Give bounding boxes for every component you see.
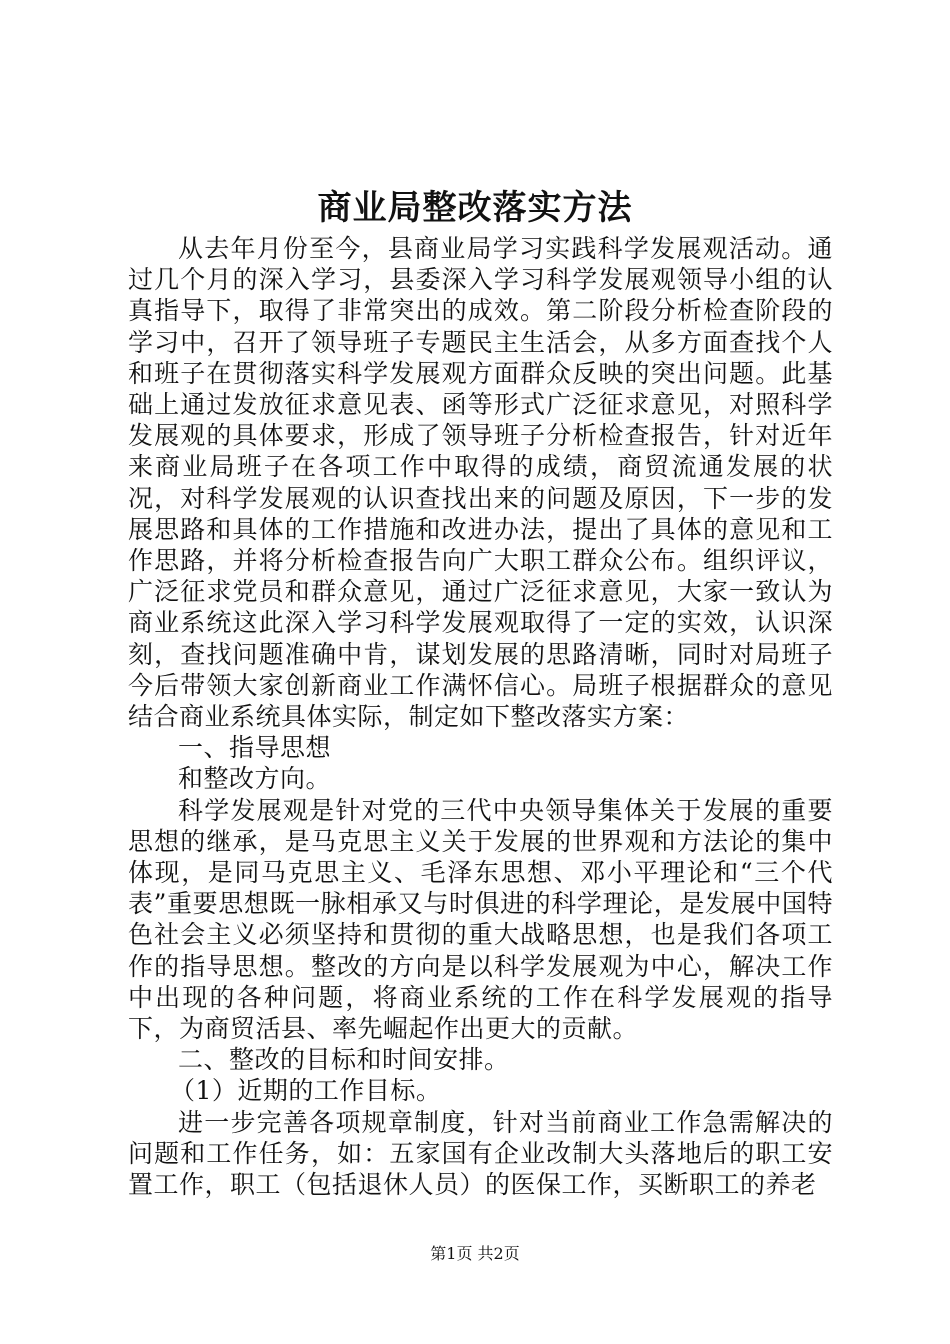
page-footer: 第1页 共2页 bbox=[430, 1244, 520, 1263]
near-term-goals-paragraph: 进一步完善各项规章制度，针对当前商业工作急需解决的问题和工作任务，如：五家国有企业改制大头落地后的职工安置工作，职工（包括退休人员）的医保工作，买断职工的养老 bbox=[128, 1107, 833, 1200]
section-heading-goals: 二、整改的目标和时间安排。 bbox=[178, 1045, 510, 1075]
section-heading-guiding-thought: 一、指导思想 bbox=[178, 733, 332, 763]
guiding-thought-paragraph: 科学发展观是针对党的三代中央领导集体关于发展的重要思想的继承，是马克思主义关于发展的世界观和方法论的集中体现，是同马克思主义、毛泽东思想、邓小平理论和“三个代表”重要思想既一脉相承又与时俱进的科学理论，是发展中国特色社会主义必须坚持和贯彻的重大战略思想，也是我们各项工作的指导思想。整改的方向是以科学发展观为中心，解决工作中出现的各种问题，将商业系统的工作在科学发展观的指导下，为商贸活县、率先崛起作出更大的贡献。 bbox=[128, 795, 833, 1044]
intro-paragraph: 从去年月份至今，县商业局学习实践科学发展观活动。通过几个月的深入学习，县委深入学习科学发展观领导小组的认真指导下，取得了非常突出的成效。第二阶段分析检查阶段的学习中，召开了领导班子专题民主生活会，从多方面查找个人和班子在贯彻落实科学发展观方面群众反映的突出问题。此基础上通过发放征求意见表、函等形式广泛征求意见，对照科学发展观的具体要求，形成了领导班子分析检查报告，针对近年来商业局班子在各项工作中取得的成绩，商贸流通发展的状况，对科学发展观的认识查找出来的问题及原因，下一步的发展思路和具体的工作措施和改进办法，提出了具体的意见和工作思路，并将分析检查报告向广大职工群众公布。组织评议，广泛征求党员和群众意见，通过广泛征求意见，大家一致认为商业系统这此深入学习科学发展观取得了一定的实效，认识深刻，查找问题准确中肯，谋划发展的思路清晰，同时对局班子今后带领大家创新商业工作满怀信心。局班子根据群众的意见结合商业系统具体实际，制定如下整改落实方案： bbox=[128, 234, 833, 732]
document-title: 商业局整改落实方法 bbox=[317, 188, 633, 228]
subheading-near-term-goals: （1）近期的工作目标。 bbox=[170, 1076, 442, 1106]
section-heading-continuation: 和整改方向。 bbox=[178, 764, 332, 794]
document-body bbox=[128, 233, 833, 1200]
